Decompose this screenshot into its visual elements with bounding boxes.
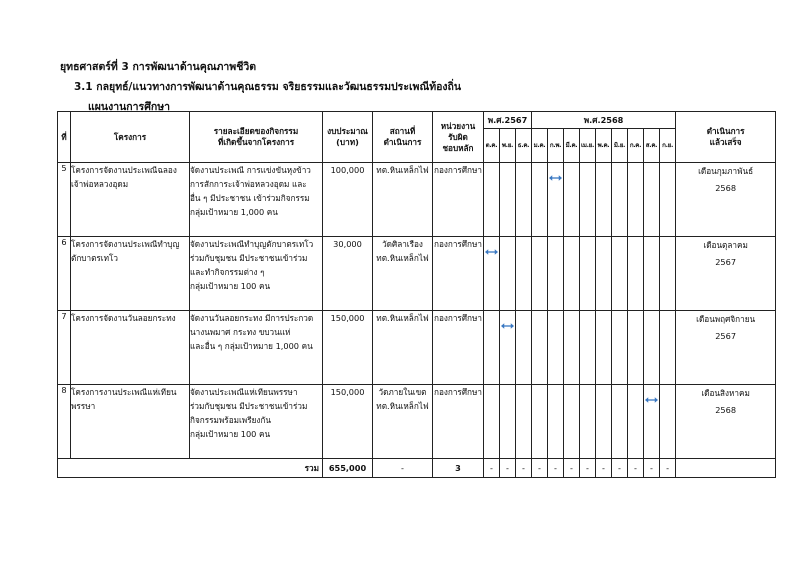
- project-name-line: โครงการงานประเพณีแห่เทียน: [71, 387, 177, 397]
- project-details-line: นางนพมาศ กระทง ขบวนแห่: [190, 327, 291, 337]
- project-location-line: วัดศิลาเรือง: [382, 239, 423, 249]
- month-cell: [580, 163, 596, 237]
- project-details-line: จัดงานวันลอยกระทง มีการประกวด: [190, 313, 314, 323]
- project-completion: [676, 237, 776, 311]
- project-agency: กองการศึกษา: [433, 311, 484, 385]
- total-label: รวม: [58, 459, 323, 478]
- month-cell: [644, 385, 660, 459]
- total-agency: 3: [433, 459, 484, 478]
- year-2568-header: พ.ศ.2568: [532, 112, 676, 129]
- month-cell: [532, 311, 548, 385]
- total-month-dash: -: [596, 459, 612, 478]
- month-cell: [564, 237, 580, 311]
- project-completion: [676, 163, 776, 237]
- total-month-dash: -: [644, 459, 660, 478]
- project-name-line: โครงการจัดงานประเพณีฉลอง: [71, 165, 177, 175]
- month-cell: [644, 163, 660, 237]
- project-location: [373, 385, 433, 459]
- project-budget: 30,000: [323, 237, 373, 311]
- project-details-line: และทำกิจกรรมต่าง ๆ: [190, 267, 265, 277]
- month-cell: [548, 163, 564, 237]
- month-cell: [612, 163, 628, 237]
- project-completion: [676, 385, 776, 459]
- table-row: [58, 237, 776, 311]
- month-cell: [660, 311, 676, 385]
- approach-heading: 3.1 กลยุทธ์/แนวทางการพัฒนาด้านคุณธรรม จริยธรรมและวัฒนธรรมประเพณีท้องถิ่น: [74, 81, 462, 93]
- col-agency-line: รับผิด: [448, 131, 468, 142]
- col-budget-header: [323, 112, 373, 163]
- project-agency: กองการศึกษา: [433, 163, 484, 237]
- project-no: 5: [58, 163, 71, 237]
- project-location-line: ทต.หินเหล็กไฟ: [376, 401, 429, 411]
- col-agency-line: ชอบหลัก: [442, 142, 474, 153]
- col-details-header: [190, 112, 323, 163]
- month-cell: [564, 311, 580, 385]
- month-cell: [660, 237, 676, 311]
- month-cell: [484, 163, 500, 237]
- project-details-line: จัดงานประเพณีแห่เทียนพรรษา: [190, 387, 298, 397]
- col-location-line: ดำเนินการ: [383, 137, 422, 147]
- table-row: [58, 163, 776, 237]
- project-name-line: เจ้าพ่อหลวงอุดม: [71, 179, 129, 189]
- project-no: 6: [58, 237, 71, 311]
- month-cell: [500, 163, 516, 237]
- project-details: [190, 385, 323, 459]
- project-budget: 150,000: [323, 311, 373, 385]
- month-header: เม.ย.: [580, 129, 596, 163]
- col-project-header: โครงการ: [71, 112, 190, 163]
- project-budget: 150,000: [323, 385, 373, 459]
- month-cell: [516, 237, 532, 311]
- col-details-line: ที่เกิดขึ้นจากโครงการ: [217, 137, 295, 147]
- month-cell: [644, 237, 660, 311]
- table-row: [58, 311, 776, 385]
- month-cell: [644, 311, 660, 385]
- project-location: [373, 311, 433, 385]
- project-location-line: ทต.หินเหล็กไฟ: [376, 165, 429, 175]
- project-details: [190, 237, 323, 311]
- month-cell: [628, 385, 644, 459]
- col-budget-line: งบประมาณ: [327, 126, 368, 136]
- month-cell: [628, 163, 644, 237]
- project-agency: กองการศึกษา: [433, 237, 484, 311]
- table-row: [58, 385, 776, 459]
- project-completion: [676, 311, 776, 385]
- project-name-line: โครงการจัดงานวันลอยกระทง: [71, 313, 176, 323]
- project-completion-line: เดือนตุลาคม: [703, 240, 748, 250]
- month-cell: [500, 385, 516, 459]
- project-no: 7: [58, 311, 71, 385]
- total-month-dash: -: [628, 459, 644, 478]
- month-cell: [628, 311, 644, 385]
- month-cell: [612, 237, 628, 311]
- project-details-line: จัดงานประเพณีทำบุญตักบาตรเทโว: [190, 239, 314, 249]
- project-name-line: โครงการจัดงานประเพณีทำบุญ: [71, 239, 180, 249]
- project-details-line: กลุ่มเป้าหมาย 1,000 คน: [190, 207, 278, 217]
- total-budget: 655,000: [323, 459, 373, 478]
- month-cell: [548, 311, 564, 385]
- col-no-header: ที่: [58, 112, 71, 163]
- plan-heading: แผนงานการศึกษา: [88, 101, 171, 113]
- month-cell: [596, 163, 612, 237]
- project-details-line: กลุ่มเป้าหมาย 100 คน: [190, 429, 271, 439]
- project-location-line: ทต.หินเหล็กไฟ: [376, 313, 429, 323]
- col-location-line: สถานที่: [389, 126, 416, 136]
- total-month-dash: -: [532, 459, 548, 478]
- project-completion-line: 2567: [715, 257, 737, 267]
- month-cell: [580, 237, 596, 311]
- total-month-dash: -: [548, 459, 564, 478]
- month-cell: [532, 237, 548, 311]
- project-completion-line: เดือนกุมภาพันธ์: [698, 166, 754, 176]
- project-details-line: ร่วมกับชุมชน มีประชาชนเข้าร่วม: [190, 401, 308, 411]
- col-details-line: รายละเอียดของกิจกรรม: [213, 126, 299, 136]
- col-completion-line: แล้วเสร็จ: [709, 137, 742, 147]
- month-header: ม.ค.: [532, 129, 548, 163]
- total-completion-blank: [676, 459, 776, 478]
- project-name-line: พรรษา: [71, 401, 96, 411]
- month-cell: [500, 237, 516, 311]
- project-name: [71, 163, 190, 237]
- month-cell: [532, 163, 548, 237]
- project-completion-line: 2567: [715, 331, 737, 341]
- month-header: ต.ค.: [484, 129, 500, 163]
- project-details: [190, 311, 323, 385]
- month-header: พ.ค.: [596, 129, 612, 163]
- col-agency-line: หน่วยงาน: [440, 120, 476, 131]
- double-arrow-icon: [549, 175, 562, 181]
- project-location-line: ทต.หินเหล็กไฟ: [376, 253, 429, 263]
- month-cell: [660, 385, 676, 459]
- month-cell: [564, 163, 580, 237]
- total-month-dash: -: [660, 459, 676, 478]
- project-details-line: กลุ่มเป้าหมาย 100 คน: [190, 281, 271, 291]
- month-cell: [516, 385, 532, 459]
- project-completion-line: เดือนพฤศจิกายน: [696, 314, 756, 324]
- project-plan-table: [57, 111, 776, 478]
- month-header: ธ.ค.: [516, 129, 532, 163]
- col-completion-header: [676, 112, 776, 163]
- strategy-heading: ยุทธศาสตร์ที่ 3 การพัฒนาด้านคุณภาพชีวิต: [60, 61, 257, 73]
- month-cell: [580, 311, 596, 385]
- total-month-dash: -: [612, 459, 628, 478]
- month-cell: [484, 385, 500, 459]
- month-header: ก.ค.: [628, 129, 644, 163]
- total-month-dash: -: [484, 459, 500, 478]
- project-details-line: ร่วมกับชุมชน มีประชาชนเข้าร่วม: [190, 253, 308, 263]
- month-cell: [516, 163, 532, 237]
- project-details-line: และอื่น ๆ กลุ่มเป้าหมาย 1,000 คน: [190, 341, 313, 351]
- project-completion-line: 2568: [715, 405, 737, 415]
- month-header: มี.ค.: [564, 129, 580, 163]
- year-2567-header: พ.ศ.2567: [484, 112, 532, 129]
- project-name-line: ตักบาตรเทโว: [71, 253, 118, 263]
- month-cell: [628, 237, 644, 311]
- project-details-line: กิจกรรมพร้อมเพรียงกัน: [190, 415, 271, 425]
- project-details-line: การสักการะเจ้าพ่อหลวงอุดม และ: [190, 179, 307, 189]
- month-cell: [612, 385, 628, 459]
- project-details: [190, 163, 323, 237]
- double-arrow-icon: [645, 397, 658, 403]
- total-month-dash: -: [500, 459, 516, 478]
- project-no: 8: [58, 385, 71, 459]
- month-header: พ.ย.: [500, 129, 516, 163]
- month-header: ก.พ.: [548, 129, 564, 163]
- month-cell: [596, 311, 612, 385]
- total-month-dash: -: [516, 459, 532, 478]
- project-location: [373, 163, 433, 237]
- month-header: ก.ย.: [660, 129, 676, 163]
- total-month-dash: -: [580, 459, 596, 478]
- project-budget: 100,000: [323, 163, 373, 237]
- month-cell: [548, 385, 564, 459]
- total-location: -: [373, 459, 433, 478]
- col-agency-header: [433, 112, 484, 163]
- col-budget-line: (บาท): [336, 137, 359, 147]
- project-name: [71, 311, 190, 385]
- month-cell: [484, 311, 500, 385]
- double-arrow-icon: [501, 323, 514, 329]
- project-location-line: วัดภายในเขต: [378, 387, 427, 397]
- total-month-dash: -: [564, 459, 580, 478]
- project-name: [71, 385, 190, 459]
- month-cell: [500, 311, 516, 385]
- month-cell: [596, 237, 612, 311]
- project-location: [373, 237, 433, 311]
- month-cell: [660, 163, 676, 237]
- month-cell: [548, 237, 564, 311]
- month-header: ส.ค.: [644, 129, 660, 163]
- total-row: [58, 459, 776, 478]
- project-details-line: จัดงานประเพณี การแข่งขันหุงข้าว: [190, 165, 311, 175]
- month-cell: [516, 311, 532, 385]
- month-cell: [580, 385, 596, 459]
- month-cell: [484, 237, 500, 311]
- project-name: [71, 237, 190, 311]
- month-cell: [612, 311, 628, 385]
- col-completion-line: ดำเนินการ: [706, 126, 745, 136]
- month-cell: [564, 385, 580, 459]
- month-cell: [596, 385, 612, 459]
- col-location-header: [373, 112, 433, 163]
- double-arrow-icon: [485, 249, 498, 255]
- month-cell: [532, 385, 548, 459]
- project-details-line: อื่น ๆ มีประชาชน เข้าร่วมกิจกรรม: [190, 193, 310, 203]
- project-completion-line: 2568: [715, 183, 737, 193]
- project-completion-line: เดือนสิงหาคม: [701, 388, 750, 398]
- project-agency: กองการศึกษา: [433, 385, 484, 459]
- month-header: มิ.ย.: [612, 129, 628, 163]
